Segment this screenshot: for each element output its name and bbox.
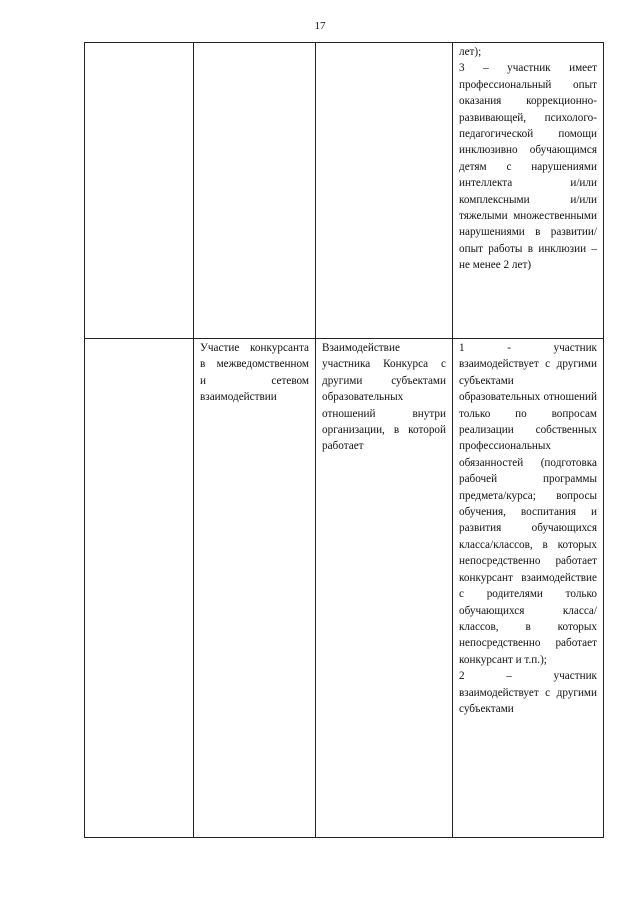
table-cell-criterion — [194, 43, 316, 339]
cell-text: Участие конкурсанта в межведомственном и сетевом взаимодействии — [200, 342, 309, 404]
table-row — [85, 339, 604, 838]
table-cell-scoring — [453, 43, 604, 339]
table-cell-number — [85, 43, 194, 339]
table-cell-scoring — [453, 339, 604, 838]
cell-text: Взаимодействие участника Конкурса с другими субъектами образовательных отношений внутри организации, в которой работает — [322, 342, 446, 453]
table-cell-criterion — [194, 339, 316, 838]
criteria-table — [84, 42, 604, 838]
cell-text: 1 - участник взаимодействует с другими субъектами образовательных отношений только по вопросам реализации собственных профессиональных обязанностей (подготовка рабочей программы предмета/курса; вопросы обучения, воспитания и развития обучающихся класса/классов, в которых непосредственно работает конкурсант взаимодействие с родителями только обучающихся класса/классов, в которых непосредственно работает конкурсант и т.п.); 2 – участник взаимодействует с другими субъектами — [459, 342, 597, 715]
table-row — [85, 43, 604, 339]
table-cell-indicator — [316, 43, 453, 339]
cell-text: лет); 3 – участник имеет профессиональный опыт оказания коррекционно-развивающей, психолого-педагогической помощи инклюзивно обучающимся детям с нарушениями интеллекта и/или комплексными и/или тяжелыми множественными нарушениями в развитии/опыт работы в инклюзии – не менее 2 лет) — [459, 46, 597, 272]
table-cell-number — [85, 339, 194, 838]
page-number: 17 — [314, 20, 326, 32]
table-cell-indicator — [316, 339, 453, 838]
